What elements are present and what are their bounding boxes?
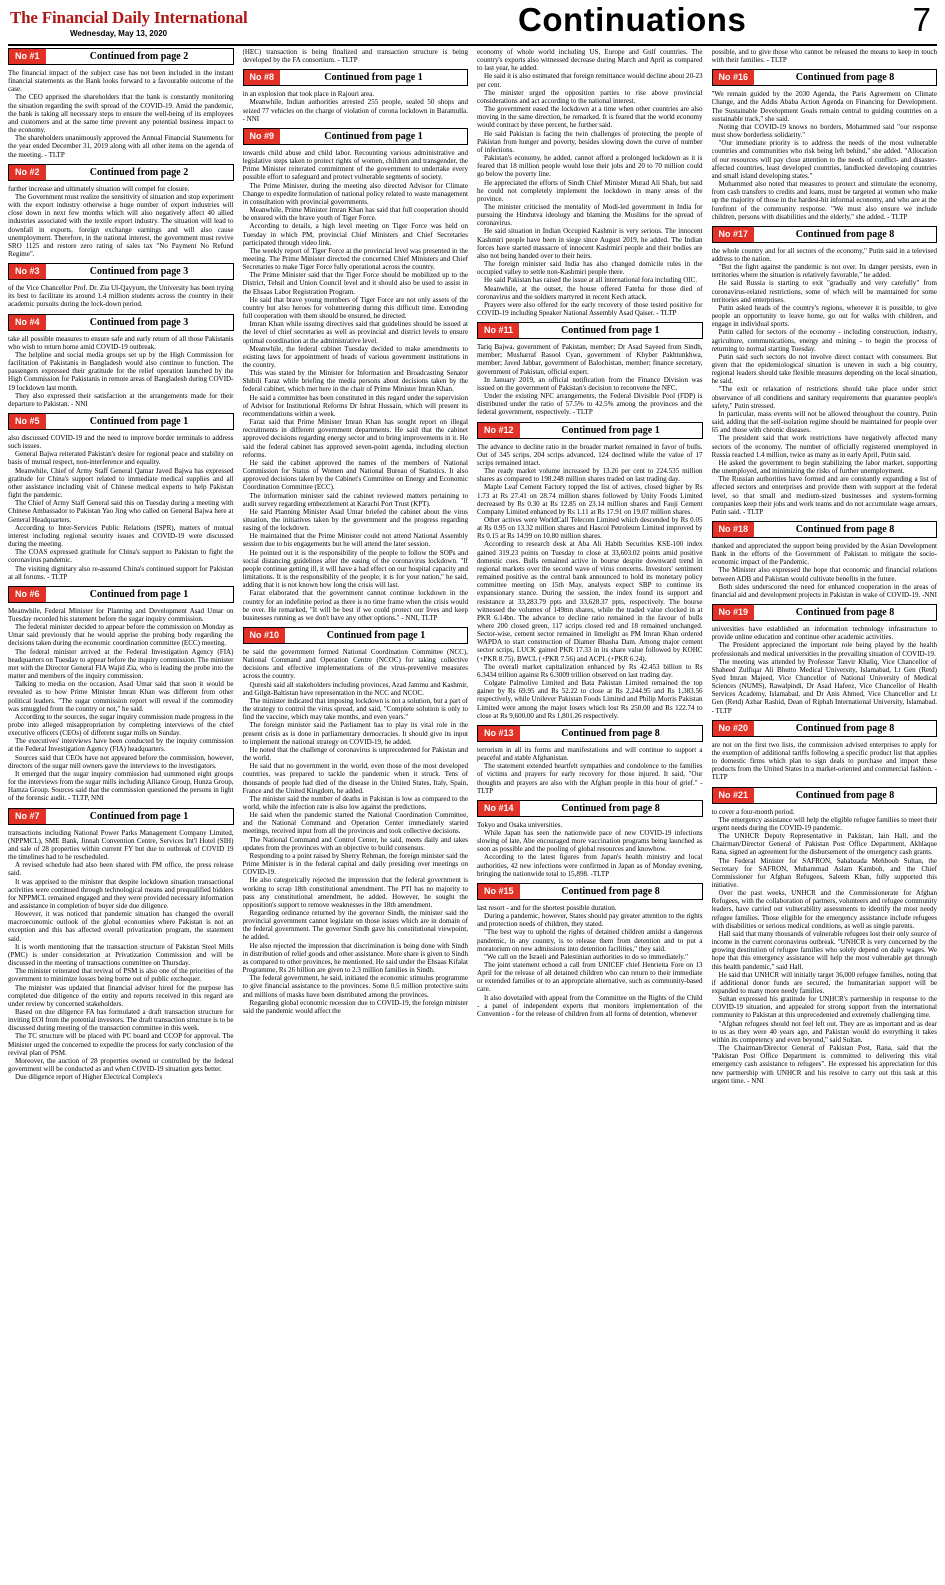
columns-container [8,48,937,1583]
story-paragraph: The minister said the number of deaths in Pakistan is low as compared to the world, while the infection rate is also low against the predictions. [242,794,468,811]
story-paragraph: Mohammed also noted that measures to protect and stimulate the economy, from cash transfers to credits and loans, must be targeted at women who make up the majority of those in the hardest-hit informal economy, and who are at the forefront of the community response. "We must also ensure we include children, persons with disabilities and the elderly," she added. - TLTP [711,180,937,221]
story-paragraph: The statement extended heartfelt sympathies and condolence to the families of victims and prayers for early recovery for those injured. It said, "Our thoughts and prayers are also with the Afghan people in this hour of grief." - TLTP [477,762,703,795]
story-paragraph: Sources said that CEOs have not appeared before the commission, however, directors of the sugar mill owners gave the interviews to the investigators. [8,753,234,770]
story-paragraph: The weekly report of Tiger Force at the provincial level was presented in the meeting. The Prime Minister directed the concerned Chief Ministers and Chief Secretaries to make Tiger Force fully operational across the country. [242,246,468,272]
column-1 [8,48,234,1583]
paper-name: The Financial Daily International [10,8,248,27]
story-paragraph: The President appreciated the important role being played by the health professionals and medical universities in the prevailing situation of COVID-19. [711,641,937,658]
story-paragraph: "Our immediate priority is to address the needs of the most vulnerable countries and communities who risk being left behind," she added. "Allocation of our resources will pay close attention to the needs of conflict- and disaster-affected countries, least developed countries, landlocked developing countries and small island developing states." [711,139,937,180]
story-number-badge: No #10 [244,628,286,643]
story-paragraph: Noting that COVID-19 knows no borders, Mohammed said "our response must show borderless solidarity." [711,122,937,140]
story-paragraph: The minister was updated that financial advisor hired for the purpose has completed due diligence of the entity and reports received in this regard are under review by concerned stakeholders. [8,983,234,1008]
story-paragraph: economy of whole world including US, Europe and Gulf countries. The country's exports also witnessed decrease during March and April as compared to last year, he added. [477,48,703,73]
story-paragraph: It also dovetailed with appeal from the Committee on the Rights of the Child - a panel of independent experts that monitors implementation of the Convention - for the release of children from all forms of detention, whenever [477,993,703,1018]
story-paragraph: terrorism in all its forms and manifestations and will continue to support a peaceful and stable Afghanistan. [477,745,703,763]
continuation-story [8,586,234,803]
story-continued-label: Continued from page 1 [561,424,660,436]
continuation-story [8,48,234,159]
story-number-badge: No #3 [9,264,46,279]
story-paragraph: He said Pakistan is facing the twin challenges of protecting the people of Pakistan from hunger and poverty, besides slowing down the curve of number of infections. [477,129,703,154]
story-continued-label: Continued from page 3 [89,266,189,278]
story-number-badge: No #11 [478,323,519,338]
story-paragraph: universities have established an information technology infrastructure to provide online education and continue other academic activities. [711,625,937,642]
story-paragraph: Regarding global economic recession due to COVID-19, the foreign minister said the pandemic would affect the [242,998,468,1015]
story-header-bar [712,521,938,538]
story-paragraph: According to research desk at Aba Ali Habib Securities KSE-100 index gained 319.23 points on Tuesday to close at 33,603.02 points amid positive domestic cues. Bulls remained active in bourse despite downward trend in regional markets over the second wave of virus concerns. Investors' sentiment remained positive as the central bank announced to hold its monetary policy committee meeting on 15th May, analysts expect SBP to continue its expansionary stance. During the session, the index found its support and resistance at 33,283.79 ppts and 33,628.37 ppts, respectively. The bourse witnessed the volumes of 149mn shares, while the traded value clocked in at PKR 6.14bn. The advance to decline ratio remained in the favour of bulls where 200 closed green, 117 scrips closed red and 18 remained unchanged. Sector-wise, cement sector remained in limelight as PM Imran Khan ordered WAPDA to start construction of Diamer Bhasha Dam. Among major cement sector scrips, LUCK gained PKR 17.33 in its share value followed by KOHC (+PKR 8.75), BWCL (+PKR 7.56) and ACPL (+PKR 6.24). [477,540,703,663]
story-paragraph: He said that no government in the world, even those of the most developed countries, was prepared to tackle the pandemic when it struck. Tens of thousands of people had died of the disease in the United States, Italy, Spain, France and the United Kingdom, he added. [242,762,468,795]
story-header-bar [8,164,234,181]
story-paragraph: Responding to a point raised by Sherry Rehman, the foreign minister said the Prime Minister is in the federal capital and daily presiding over meetings on COVID-19. [242,851,468,877]
story-paragraph: Tokyo and Osaka universities. [477,820,563,829]
story-header-bar [477,725,703,742]
story-paragraph: According to the sources, the sugar inquiry commission made progress in the probe into alleged misappropriation by completing interviews of the chief executive officers (CEOs) of different sugar mills on Sunday. [8,712,234,738]
story-paragraph: Faraz said that Prime Minister Imran Khan has sought report on illegal recruitments in different government departments. He said that the cabinet approved decisions regarding energy sector and to bring improvements in it. He said the federal cabinet has approved seven-point agenda, including election reforms. [242,418,468,459]
story-paragraph: The ready market volume increased by 13.26 per cent to 224.535 million shares as compared to 198.248 million shares traded on last trading day. [477,467,703,484]
continuation-story [8,808,234,1082]
story-paragraph: He maintained that the Prime Minister could not attend National Assembly session due to his engagements but he will attend the later session. [242,532,468,549]
story-paragraph: The federal minister decided to appear before the commission on Monday as Umar said previously that he would apprise the probing body regarding the decisions taken during the economic coordination committee (ECC) meeting. [8,623,234,648]
story-paragraph: Putin asked heads of the country's regions, wherever it is possible, to give people an opportunity to leave home, go out for walks with children, and engage in individual sports. [711,303,937,329]
story-paragraph: transactions including National Power Parks Management Company Limited, (NPPMCL), SME Bank, Jinnah Convention Centre, Services Int'l Hotel (SIH) and sale of 28 properties within current FY but due to outbreak of COVID 19 the timelines had to be rescheduled. [8,828,234,862]
story-paragraph: take all possible measures to ensure safe and early return of all those Pakistanis who wish to return home amid COVID-19 outbreak. [8,334,234,351]
story-paragraph: He asked the government to begin stabilizing the labor market, supporting the unemployed, and minimizing the risks of further unemployment. [711,458,937,476]
story-continued-label: Continued from page 1 [89,810,189,822]
story-paragraph: A revised schedule had also been shared with PM office, the press release said. [8,861,234,878]
story-continued-label: Continued from page 1 [561,325,660,337]
story-header-bar [8,586,234,603]
story-paragraph: also discussed COVID-19 and the need to improve border terminals to address such issues. [8,434,234,451]
column-2 [243,48,469,1583]
story-paragraph: are not on the first two lists, the commission advised enterprises to apply for the exemption of additional tariffs following a specific product list that applies to domestic firms which plan to sign deals to purchase and import these products from the United States in a market-oriented and commercial fashion. - TLTP [711,740,937,782]
story-paragraph: The Federal Minister for SAFRON, Sahabzada Mehboob Sultan, the Secretary for SAFRON, Muhammad Aslam Kamboh, and the Chief Commissioner for Afghan Refugees, Saleem Khan, fully supported this initiative. [711,856,937,889]
story-paragraph: He said that UNHCR will initially target 36,000 refugee families, noting that if additional donor funds are secured, the humanitarian support will be expanded to many more needy families. [711,970,937,995]
story-paragraph: be said the government formed National Coordination Committee (NCC), National Command and Operation Centre (NCOC) for taking collective decisions and effective implementations of the virus-preventive measures across the country. [242,648,468,681]
story-header-bar [477,322,703,339]
story-number-badge: No #13 [478,726,520,741]
story-paragraph: Imran Khan while issuing directives said that guidelines should be issued at the level of chief secretaries as well as provincial and district levels to ensure optimal coordination at the administrative level. [242,320,468,345]
story-paragraph: The foreign minister said the Parliament has to play its vital role in the present crisis as is done in parliamentary democracies. It should give its input to implement the national strategy on COVID-19, he added. [242,721,468,746]
story-number-badge: No #6 [9,587,46,602]
story-paragraph: Tariq Bajwa, government of Pakistan, member; Dr Asad Sayeed from Sindh, member; Musharraf Rasool Cyan, government of Khyber Pakhtunkhwa, member; Javed Jabbar, government of Balochistan, member; finance secretary, government of Pakistan, official expert. [477,343,703,376]
column-3 [477,48,703,1583]
story-paragraph: He noted that the challenge of coronavirus is unprecedented for Pakistan and the world. [242,745,468,763]
story-paragraph: The UNHCR Deputy Representative in Pakistan, Iain Hall, and the Chairman/Director General of Pakistan Post Office Department, Akhlaque Rana, signed an agreement for the disbursement of the emergency cash grants. [711,832,937,857]
story-paragraph: During a pandemic, however, States should pay greater attention to the rights and protection needs of children, they stated. [477,912,703,929]
story-paragraph: Faraz elaborated that the government cannot continue lockdown in the country for an indefinite period as there is no time frame when the crisis would be over. He remarked, "It will be best if we could protect our lives and keep businesses running as we don't have any other options." - NNI, TLTP [242,589,468,622]
continuation-story [477,883,703,1018]
story-paragraph: The TC structure will be placed with PC board and CCOP for approval. The Minister urged the concerned to expedite the process for early conclusion of the revival plan of PSM. [8,1032,234,1057]
story-paragraph: Other actives were WorldCall Telecom Limited which descended by Rs 0.05 at Rs 0.95 on 13.32 million shares and Hascol Petroleum Limited improved by Rs 0.15 at Rs 14.99 on 10.80 million shares. [477,515,703,541]
continuation-story [243,48,469,64]
story-paragraph: He said Russia is starting to exit "gradually and very carefully" from coronavirus-related restrictions, some of which will be maintained for some territories and enterprises. [711,279,937,304]
story-continued-label: Continued from page 2 [89,51,189,62]
story-continued-label: Continued from page 2 [89,166,189,178]
story-paragraph: He appreciated the efforts of Sindh Chief Minister Murad Ali Shah, but said he could not completely implement the lockdown in many areas of the province. [477,178,703,203]
story-paragraph: "We remain guided by the 2030 Agenda, the Paris Agreement on Climate Change, and the Addis Ababa Action Agenda on Financing for Development. The Sustainable Development Goals remain central to guiding countries on a sustainable track," she said. [711,90,937,123]
story-paragraph: General Bajwa reiterated Pakistan's desire for regional peace and stability on basis of mutual respect, non-interference and equality. [8,450,234,467]
story-continued-label: Continued from page 8 [561,885,660,897]
continuation-story [243,627,469,1015]
column-4 [712,48,938,1583]
story-paragraph: This was stated by the Minister for Information and Broadcasting Senator Shibili Faraz while briefing the media persons about decisions taken by the federal cabinet, which met here in the chair of Prime Minister Imran Khan. [242,369,468,394]
story-paragraph: Pakistan's economy, he added, cannot afford a prolonged lockdown as it is feared that 18 million people would lose their jobs and 20 to 70 million could go below the poverty line. [477,154,703,179]
story-number-badge: No #17 [713,227,755,242]
section-title: Continuations [518,1,747,38]
story-header-bar [712,720,938,737]
story-header-bar [712,69,938,86]
story-paragraph: The shareholders unanimously approved the Annual Financial Statements for the year ended December 31, 2019 along with all other items on the agenda of the meeting. - TLTP [8,134,234,159]
story-number-badge: No #21 [713,788,755,803]
continuation-story [712,48,938,64]
story-paragraph: He said Pakistan has raised the issue at all international fora including OIC. [484,276,698,285]
story-paragraph: the whole country and for all sectors of the economy," Putin said in a televised address to the nation. [711,246,937,263]
story-paragraph: The joint statement echoed a call from UNICEF chief Henrietta Fore on 13 April for the release of all detained children who can return to their immediate or extended families or to an appropriate alternative, such as community-based care. [477,961,703,994]
story-number-badge: No #19 [713,605,755,620]
story-paragraph: Meanwhile, Chief of Army Staff General Qamar Javed Bajwa has expressed gratitude for China's support related to immediate medical supplies and all other assistance including visit of Chinese medical experts to help Pakistan fight the pandemic. [8,466,234,500]
story-paragraph: The minister criticised the mentality of Modi-led government in India for pursuing the Hindutva ideology and blaming the Muslims for the spread of coronavirus. [477,202,703,228]
story-continued-label: Continued from page 8 [561,802,660,814]
story-continued-label: Continued from page 3 [89,316,189,328]
continuation-story [8,263,234,308]
story-paragraph: Putin said such sectors do not involve direct contact with consumers. But given that the epidemiological situation is uneven in such a big country, regional leaders should take flexible measures depending on the local situation, he said. [711,352,937,386]
story-number-badge: No #8 [244,70,281,85]
story-paragraph: Meanwhile, the federal cabinet Tuesday decided to make amendments to existing laws for appointment of heads of various government institutions in the country. [242,344,468,369]
story-paragraph: The financial impact of the subject case has not been included in the instant financial statements as the Bank looks forward to a favourable outcome of the case. [8,69,234,94]
story-number-badge: No #7 [9,809,46,824]
story-paragraph: The CEO apprised the shareholders that the bank is constantly monitoring the situation regarding the swift spread of the COVID-19. Amid the pandemic, the bank is taking all necessary steps to ensure the well-being of its employees and customers and at the same time prevent any potential business impact to the economy. [8,93,234,135]
story-paragraph: The emergency assistance will help the eligible refugee families to meet their urgent needs during the COVID-19 pandemic. [711,815,937,832]
story-paragraph: The federal government, he said, initiated the economic stimulus programme to give financial assistance to the provinces. Some 0.5 million protective suits and millions of masks have been distributed among the provinces. [242,974,468,999]
story-paragraph: The government eased the lockdown at a time when other countries are also moving in the same direction, he remarked. It is feared that the world economy would contract by three percent, he further said. [477,105,703,130]
story-header-bar [8,48,234,65]
story-paragraph: The Minister also expressed the hope that economic and financial relations between ADB and Pakistan would cultivate benefits in the future. [711,566,937,583]
story-paragraph: further increase and ultimately situation will compel for closure. [8,184,190,193]
story-header-bar [712,787,938,804]
story-paragraph: It was apprised to the minister that despite lockdown situation transactional activities were continued through technological means and prequalified bidders for NPPMCL remained engaged and they were provided necessary information and assistance in completion of buyer side due diligence. [8,877,234,910]
story-paragraph: Qureshi said all stakeholders including provinces, Azad Jammu and Kashmir, and Gilgit-Baltistan have representation in the NCC and NCOC. [242,680,468,697]
story-paragraph: The Chief of Army Staff General said this on Tuesday during a meeting with Chinese Ambassador to Pakistan Yao Jing who called on General Bajwa here at General Headquarters. [8,499,234,524]
story-paragraph: Prayers were also offered for the early recovery of those tested positive for COVID-19 including Speaker National Assembly Asad Qaiser. - TLTP [477,300,703,317]
story-paragraph: Colgate Palmolive Limited and Bata Pakistan Limited remained the top gainer by Rs 69.95 and Rs 52.22 to close at Rs 2,244.95 and Rs 1,383.56 respectively, while Unilever Pakistan Foods Limited and Philip Morris Pakistan Limited were among the major losers which lost Rs 250.00 and Rs 122.74 to close at Rs 9,600.00 and Rs 1,801.26 respectively. [477,679,703,720]
story-paragraph: Based on due diligence FA has formulated a draft transaction structure for inviting EOI from the potential investors. The draft transaction structure is to be discussed during meeting of the transaction committee in this week. [8,1008,234,1033]
story-paragraph: He also categorically rejected the impression that the federal government is working to scrap 18th constitutional amendment. The PTI has no majority to pass any constitutional amendment, he added. However, he sought the opposition's support to remove weaknesses in the 18th amendment. [242,876,468,909]
story-paragraph: "But the fight against the pandemic is not over. Its danger persists, even in territories where the situation is relatively favorable," he added. [711,263,937,280]
story-paragraph: He said that brave young members of Tiger Force are not only assets of the country but also heroes for volunteering during this difficult time. Extending full cooperation with them should be ensured, he directed. [242,295,468,321]
story-paragraph: Both sides underscored the need for enhanced cooperation in the areas of financial aid and development projects in Pakistan in wake of COVID-19. -NNI [711,582,937,599]
continuation-story [477,48,703,317]
story-paragraph: Talking to media on the occasion, Asad Umar said that soon it would be revealed as to how Prime Minister Imran Khan was different from other political leaders. "The sugar commission report will reveal if the commodity was smuggled from the country or not," he said. [8,680,234,713]
continuation-story [477,800,703,878]
story-continued-label: Continued from page 8 [795,228,895,240]
story-paragraph: The meeting was attended by Professor Tanvir Khaliq, Vice Chancellor of Shaheed Zulfiqar Ali Bhutto Medical University, Islamabad, Lt Gen (Retd) Syed Imran Majeed, Vice Chancellor of National University of Medical Sciences (NUMS), Rawalpindi, Dr Asad Hafeez, Vice Chancellor of Health Services Academy, Islamabad, and Dr Anis Ahmed, Vice Chancellor and Lt Gen (Retd) Azhar Rashid, Dean of Riphah International University, Islamabad. - TLTP [711,657,937,715]
story-paragraph: The COAS expressed gratitude for China's support to Pakistan to fight the coronavirus pandemic. [8,548,234,565]
story-paragraph: last resort - and for the shortest possible duration. [477,903,617,912]
story-paragraph: "Afghan refugees should not feel left out. They are as important and as dear to us as they were 40 years ago, and Pakistan would do everything it takes within its competency and even beyond," said Sultan. [711,1019,937,1044]
story-paragraph: "The exit or relaxation of restrictions should take place under strict observance of all conditions and sanitary requirements that guarantee people's safety," Putin stressed. [711,385,937,410]
continuation-story [243,128,469,622]
story-paragraph: The Chairman/Director General of Pakistan Post, Rana, said that the "Pakistan Post Office Department is committed to delivering this vital emergency cash assistance to refugees". He expressed his appreciation for this new partnership with UNHCR and his resolve to carry out this task at this urgent time. - NNI [711,1044,937,1085]
story-number-badge: No #1 [9,49,46,64]
story-paragraph: The federal minister arrived at the Federal Investigation Agency (FIA) headquarters on Tuesday to appear before the inquiry commission. The minister met with the Director General FIA Wajid Zia, who is leading the probe into the matter and members of the inquiry commission. [8,647,234,681]
story-continued-label: Continued from page 8 [795,789,895,801]
story-paragraph: The advance to decline ratio in the broader market remained in favor of bulls. Out of 345 scrips, 204 scrips advanced, 124 declined while the value of 17 scrips remained intact. [477,442,703,467]
continuation-story [243,69,469,123]
story-paragraph: The National Command and Control Center, he said, meets daily and takes updates from the provinces with an objective to build consensus. [242,835,468,852]
story-paragraph: The visiting dignitary also re-assured China's continued support for Pakistan at all forums. - TLTP [8,564,234,581]
story-paragraph: He said a committee has been constituted in this regard under the supervision of Advisor for Institutional Reforms Dr Ishrat Hussain, which will present its recommendations within a week. [242,393,468,418]
story-paragraph: The president said that work restrictions have negatively affected many sectors of the economy. The number of officially registered unemployed in Russia reached 1.4 million, twice as many as in early April, Putin said. [711,434,937,459]
story-number-badge: No #2 [9,165,46,180]
story-paragraph: "We call on the Israeli and Palestinian authorities to do so immediately." [484,952,688,961]
story-paragraph: He said Planning Minister Asad Umar briefed the cabinet about the virus situation, the initiatives taken by the government and the progress regarding easing of the lockdown. [242,507,468,533]
story-continued-label: Continued from page 8 [795,72,895,84]
story-continued-label: Continued from page 1 [89,416,189,427]
story-header-bar [8,314,234,331]
continuation-story [8,413,234,581]
continuation-story [8,314,234,408]
story-paragraph: According to Inter-Services Public Relations (ISPR), matters of mutual interest including regional security issues and COVID-19 were discussed during the meeting. [8,523,234,549]
story-continued-label: Continued from page 8 [795,607,895,619]
story-continued-label: Continued from page 8 [561,727,660,739]
story-paragraph: He said situation in Indian Occupied Kashmir is very serious. The innocent Kashmiri people have been in siege since August 2019, he added. The Indian forces have started massacre of innocent Kashmiri people and their bodies are also not being handed over to their heirs. [477,227,703,260]
story-paragraph: He also rejected the impression that discrimination is being done with Sindh in distribution of relief goods and other assistance. More share is given to Sindh as compared to other provinces, he mentioned. He said under the Ehsaas Kifalat Programme, Rs 26 billion are given to 2.3 million families in Sindh. [242,941,468,975]
story-paragraph: Meanwhile, Federal Minister for Planning and Development Asad Umar on Tuesday recorded his statement before the sugar inquiry commission. [8,606,234,623]
story-paragraph: The Russian authorities have formed and are constantly expanding a list of affected sectors and enterprises and provide them with support at the federal level, so that small and medium-sized businesses and system-forming companies keep their jobs and work teams and do not accumulate wage arrears, Putin said. - TLTP [711,475,937,516]
story-number-badge: No #20 [713,721,755,736]
story-paragraph: It emerged that the sugar inquiry commission had summoned eight groups for the interviews from the sugar mills including Alliance Group, Hunza Group, Hamza Group. Sources said that the commission questioned the persons in light of the forensic audit. - TLTP, NNI [8,769,234,803]
story-paragraph: The Government must realize the sensitivity of situation and stop experiment with the export industry otherwise a huge number of export industries will close down in next few months which will also negatively affect 40 allied industries associated with the textile export industry. The situation will lead to downfall in exports, foreign exchange earnings and will also cause unemployment. Therefore, in the national interest, the government must revive SRO 1125 and restore zero rating of sales tax "No Payment No Refund Regime". [8,192,234,258]
story-paragraph: The overall market capitalization enhanced by Rs 42.453 billion to Rs 6.3434 trillion against Rs 6.3009 trillion observed on last trading day. [477,662,703,679]
story-paragraph: He said when the pandemic started the National Coordination Committee, and the National Command and Operation Center immediately started meetings, received input from all the provinces and took collective decisions. [242,811,468,836]
story-paragraph: In January 2019, an official notification from the Finance Division was issued on the government of Pakistan's decision to reconvene the NFC. [477,375,703,392]
story-paragraph: thanked and appreciated the support being provided by the Asian Development Bank in the efforts of the Government of Pakistan to mitigate the socio-economic impact of the Pandemic. [711,541,937,567]
story-number-badge: No #4 [9,315,46,330]
story-number-badge: No #16 [713,70,755,85]
story-paragraph: Over the past weeks, UNHCR and the Commissionerate for Afghan Refugees, with the collaboration of partners, volunteers and refugee community leaders, have carried out vulnerability assessments to identify the most needy refugee families. Those eligible for the emergency assistance include refugees with disabilities or serious medical conditions, as well as single parents. [711,889,937,930]
story-header-bar [8,808,234,825]
issue-date: Wednesday, May 13, 2020 [70,29,168,38]
masthead [8,1,937,46]
story-paragraph: He pointed out it is the responsibility of the people to follow the SOPs and social distancing guidelines after the easing of the coronavirus lockdown. "If people continue getting ill, it will have a bad effect on our hospital capacity and limitations. It is the responsibility of the people; it is for your nation," he said, adding that it is not known how long the crisis will last. [242,548,468,590]
story-paragraph: "The best way to uphold the rights of detained children amidst a dangerous pandemic, in any country, is to release them from detention and to put a moratorium on new admissions into detention facilities," they said. [477,928,703,953]
story-paragraph: However, it was noticed that pandemic situation has changed the overall macroeconomic outlook of the global economies where Pakistan is not an exception and this has affected overall privatization program, the statement said. [8,910,234,943]
story-number-badge: No #12 [478,423,520,438]
story-header-bar [8,413,234,430]
continuation-story [477,322,703,416]
story-paragraph: Moreover, the auction of 28 properties owned or controlled by the federal government will be conducted as and when COVID-19 situation gets better. [8,1056,234,1074]
story-continued-label: Continued from page 1 [324,130,423,142]
story-paragraph: Meanwhile, Indian authorities arrested 255 people, sealed 50 shops and seized 77 vehicles on the charge of violation of corona lockdown in Baramulla. - NNI [242,98,468,123]
story-header-bar [477,422,703,439]
story-number-badge: No #14 [478,801,520,816]
story-paragraph: The foreign minister said India has also changed domicile rules in the occupied valley to settle non-Kashmiri people there. [477,260,703,277]
story-header-bar [243,627,469,644]
story-paragraph: in an explosion that took place in Rajouri area. [242,90,375,99]
story-paragraph: They also expressed their satisfaction at the arrangements made for their departure to Pakistan. - NNI [8,391,234,408]
story-paragraph: Putin called for sectors of the economy - including construction, industry, agriculture, communications, energy and mining - to begin the process of returning to normal starting Tuesday. [711,328,937,353]
story-paragraph: Meanwhile, at the outset, the house offered Fateha for those died of coronavirus and the soldiers martyred in recent Kech attack. [477,284,703,301]
story-number-badge: No #18 [713,522,755,537]
continuation-story [712,69,938,221]
continuation-story [712,720,938,782]
story-number-badge: No #9 [244,129,281,144]
story-paragraph: towards child abuse and child labor. Recounting various administrative and legislative steps taken to protect rights of women, children and transgender, the Prime Minister reiterated commitment of the government to undertake every possible effort to safeguard and protect vulnerable segments of society. [242,148,468,182]
story-paragraph: Meanwhile, Prime Minister Imran Khan has said that full cooperation should be ensured with the brave youth of Tiger Force. [242,206,468,223]
story-paragraph: He said the cabinet approved the names of the members of National Commission for Status of Women and National Bureau of Statistics. It also approved decisions taken by the Cabinet's Committee on Energy and Economic Coordination Committee (ECC). [242,458,468,492]
story-continued-label: Continued from page 8 [795,523,895,535]
story-paragraph: According to the latest figures from Japan's health ministry and local authorities, 42 new infections were confirmed in Japan as of Monday evening, bringing the nationwide total to 15,898. -TLTP [477,853,703,878]
continuation-story [712,226,938,516]
page-number: 7 [912,1,931,38]
story-paragraph: The minister reiterated that revival of PSM is also one of the priorities of the government to minimize losses being borne out of public exchequer. [8,967,234,984]
story-paragraph: According to details, a high level meeting on Tiger Force was held on Tuesday in which PM, provincial Chief Ministers and Chief Secretaries participated through video link. [242,222,468,247]
story-paragraph: The minister urged the opposition parties to rise above provincial considerations and act according to the national interest. [477,88,703,105]
story-paragraph: Maple Leaf Cement Factory topped the list of actives, closed higher by Rs 1.73 at Rs 27.41 on 28.74 million shares followed by Unity Foods Limited decreased by Rs 0.30 at Rs 12.85 on 23.14 million shares and Fauji Cement Company Limited enhanced by Rs 1.11 at Rs 17.91 on 19.07 million shares. [477,483,703,516]
story-paragraph: possible, and to give those who cannot be released the means to keep in touch with their families. - TLTP [711,48,937,65]
story-paragraph: of the Vice Chancellor Prof. Dr. Zia Ul-Qayyum, the University has been trying its best to facilitate its around 1.4 million students across the country in their academic pursuits during the lock-down period. [8,284,234,309]
story-paragraph: The helpline and social media groups set up by the High Commission for facilitation of Pakistanis in Bangladesh would also continue to function. The passengers expressed their gratitude for the relief operation launched by the High Commission for Pakistanis in remote areas of Bangladesh during COVID-19 lockdown last month. [8,350,234,392]
story-paragraph: Regarding ordinance returned by the governor Sindh, the minister said the provincial government cannot legislate on those issues which are in domain of the federal government. The governor Sindh gave his constitutional viewpoint, he added. [242,909,468,942]
story-paragraph: Hall said that many thousands of vulnerable refugees lost their only source of income in the current coronavirus outbreak. "UNHCR is very concerned by the growing destitution of refugee families who solely depend on daily wages. We hope that this emergency assistance will help the most vulnerable get through this health pandemic," said Hall. [711,929,937,971]
story-header-bar [712,226,938,243]
story-paragraph: He said it is also estimated that foreign remittance would decline about 20-23 per cent. [477,72,703,89]
story-paragraph: (HEC) transaction is being finalized and transaction structure is being developed by the FA consortium. - TLTP [242,48,468,65]
story-paragraph: The executives' interviews have been conducted by the inquiry commission at the Federal Investigation Agency (FIA) headquarters. [8,737,234,754]
story-paragraph: The information minister said the cabinet reviewed matters pertaining to audit survey regarding embezzlement at Karachi Port Trust (KPT). [242,491,468,508]
story-header-bar [243,128,469,145]
story-header-bar [477,800,703,817]
story-continued-label: Continued from page 8 [795,722,895,734]
story-paragraph: The minister indicated that imposing lockdown is not a solution, but a part of the strategy to control the virus spread, and said, "Complete solution is only to find the vaccine, which may take months, and even years." [242,696,468,722]
story-paragraph: to cover a four-month period. [711,807,795,816]
story-header-bar [712,604,938,621]
story-paragraph: Under the existing NFC arrangements, the Federal Divisible Pool (FDP) is distributed under the ratio of 57.5% to 42.5% among the provinces and the federal government, respectively. - TLTP [477,392,703,417]
continuation-story [477,725,703,795]
story-paragraph: It is worth mentioning that the transaction structure of Pakistan Steel Mills (PMC) is under consideration at Privatization Commission and will be discussed in the meeting of transactions committee on Thursday. [8,942,234,968]
story-paragraph: The Prime Minister, during the meeting also directed Advisor for Climate Change to expedite formulation of national policy related to waste management in consultation with provincial governments. [242,181,468,206]
continuation-story [712,604,938,715]
story-paragraph: The Prime Minister said that the Tiger Force should be mobilized up to the District, Tehsil and Union Council level and it should also be used to assist in the Ehsaas Labor Registration Program. [242,271,468,296]
story-number-badge: No #5 [9,414,46,429]
continuation-story [8,164,234,258]
continuation-story [712,787,938,1085]
story-continued-label: Continued from page 1 [326,630,426,641]
continuation-story [477,422,703,720]
story-paragraph: Due diligence report of Higher Electrical Complex's [15,1073,163,1082]
story-number-badge: No #15 [478,884,520,899]
story-paragraph: While Japan has seen the nationwide pace of new COVID-19 infections slowing of late, Abe encouraged more vaccination programs being launched as soon as possible and the pooling of global resources and knowhow. [477,828,703,854]
story-paragraph: Sultan expressed his gratitude for UNHCR's partnership in response to the COVID-19 situation, and appealed for strong support from the international community to Pakistan at this unprecedented and extremely challenging time. [711,995,937,1020]
story-paragraph: In particular, mass events will not be allowed throughout the country, Putin said, adding that the self-isolation regime should be maintained for people over 65 and those with chronic diseases. [711,409,937,435]
story-header-bar [477,883,703,900]
story-continued-label: Continued from page 1 [324,72,423,84]
story-header-bar [243,69,469,86]
story-continued-label: Continued from page 1 [89,588,189,600]
story-header-bar [8,263,234,280]
continuation-story [712,521,938,599]
